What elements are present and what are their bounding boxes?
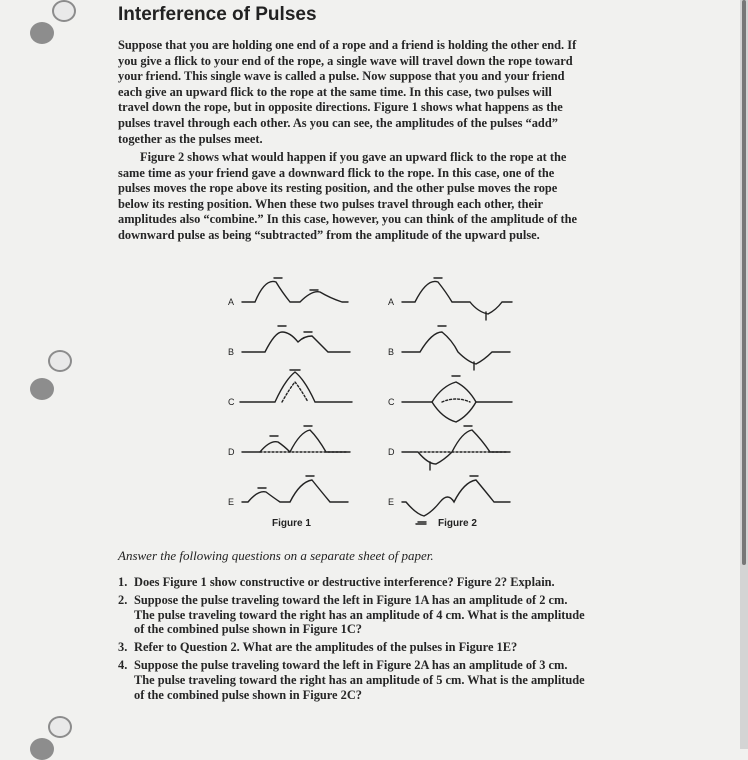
fig2-label-b: B bbox=[388, 347, 395, 357]
fig1-label-e: E bbox=[228, 497, 235, 507]
fig2-row-a-rope bbox=[402, 281, 512, 314]
scrollbar-track[interactable] bbox=[740, 0, 748, 749]
fig2-row-c-dashed bbox=[442, 399, 470, 402]
fig1-row-d-rope bbox=[242, 430, 350, 452]
instructions: Answer the following questions on a separate sheet of paper. bbox=[118, 548, 434, 563]
question-number: 1. bbox=[118, 575, 128, 589]
question-number: 3. bbox=[118, 640, 128, 655]
pulse-figures bbox=[220, 270, 520, 540]
question-text: Suppose the pulse traveling toward the left in Figure 2A has an amplitude of 3 cm. The pulse traveling toward the right has an amplitude of 5 cm. What is the amplitude of the combined pulse shown in Figure 2C? bbox=[134, 657, 585, 702]
punch-hole bbox=[30, 738, 54, 760]
fig2-row-e-rope bbox=[402, 480, 510, 516]
fig2-row-b-rope bbox=[402, 332, 510, 364]
punch-hole bbox=[52, 0, 76, 22]
fig2-label-c: C bbox=[388, 397, 395, 407]
figure2-caption: Figure 2 bbox=[438, 518, 477, 529]
fig1-row-b-rope bbox=[242, 332, 350, 352]
fig2-row-c-lower bbox=[432, 402, 476, 422]
fig1-row-c-rope bbox=[240, 372, 352, 402]
fig1-row-e-rope bbox=[242, 480, 348, 502]
fig2-label-e: E bbox=[388, 497, 395, 507]
fig2-row-a-arrow bbox=[434, 278, 486, 320]
fig2-row-d-rope bbox=[402, 430, 510, 464]
fig2-label-a: A bbox=[388, 297, 395, 307]
fig1-label-a: A bbox=[228, 297, 235, 307]
question-list bbox=[118, 575, 588, 705]
question-text: Refer to Question 2. What are the amplitudes of the pulses in Figure 1E? bbox=[134, 640, 518, 655]
punch-hole bbox=[48, 716, 72, 738]
question-item bbox=[118, 575, 588, 590]
question-item bbox=[118, 593, 588, 637]
question-text: Suppose the pulse traveling toward the left in Figure 1A has an amplitude of 2 cm. The pulse traveling toward the right has an amplitude of 4 cm. What is the amplitude of the combined pulse shown in Figure 1C? bbox=[134, 592, 585, 637]
punch-hole bbox=[48, 350, 72, 372]
question-item bbox=[118, 640, 588, 655]
fig1-row-c-dashed bbox=[282, 382, 308, 402]
fig2-label-d: D bbox=[388, 447, 395, 457]
punch-hole bbox=[30, 22, 54, 44]
intro-paragraph: Suppose that you are holding one end of a rope and a friend is holding the other end. If you give a flick to your end of the rope, a single wave will travel down the rope toward your friend. This single wave is called a pulse. Now suppose that you and your friend each give an upward flick to the rope at the same time. In this case, two pulses will travel down the rope, but in opposite directions. Figure 1 shows what happens as the pulses travel through each other. As you can see, the amplitudes of the pulses “add” together as the pulses meet. bbox=[118, 38, 577, 146]
fig1-label-b: B bbox=[228, 347, 235, 357]
page-title: Interference of Pulses bbox=[118, 4, 317, 25]
question-number: 2. bbox=[118, 592, 128, 607]
fig1-label-d: D bbox=[228, 447, 235, 457]
question-text: Does Figure 1 show constructive or destructive interference? Figure 2? Explain. bbox=[134, 575, 555, 589]
question-item bbox=[118, 658, 588, 702]
figure1-caption: Figure 1 bbox=[272, 518, 311, 529]
punch-hole bbox=[30, 378, 54, 400]
figure2-paragraph: Figure 2 shows what would happen if you gave an upward flick to the rope at the same time as your friend gave a downward flick to the rope. In this case, one of the pulses moves the rope above its resting position, and the other pulse moves the rope below its resting position. When these two pulses travel through each other, their amplitudes also “combine.” In this case, however, you can think of the amplitude of the downward pulse as being “subtracted” from the amplitude of the upward pulse. bbox=[118, 150, 578, 242]
fig1-row-a-rope bbox=[242, 281, 348, 302]
scrollbar-thumb[interactable] bbox=[742, 0, 746, 565]
pulse-diagram bbox=[220, 270, 520, 540]
fig1-row-b-arrow bbox=[278, 326, 312, 332]
fig1-label-c: C bbox=[228, 397, 235, 407]
question-number: 4. bbox=[118, 657, 128, 672]
